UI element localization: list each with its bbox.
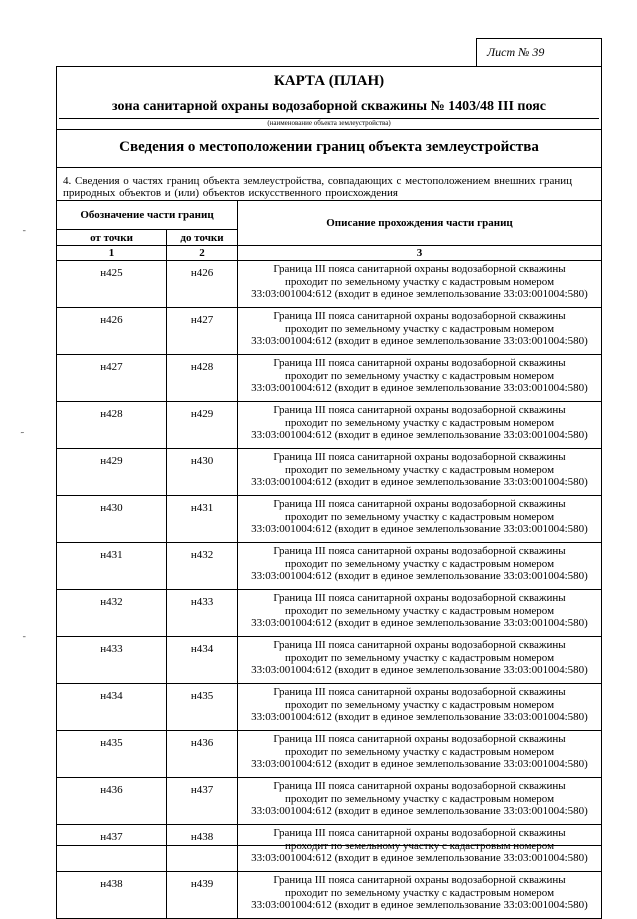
description-line: Граница III пояса санитарной охраны водозаборной скважины (273, 545, 566, 557)
to-point-cell: н434 (167, 637, 238, 684)
description-line: 33:03:001004:612 (входит в единое землепользование 33:03:001004:580) (251, 758, 588, 770)
to-point-cell: н428 (167, 355, 238, 402)
from-point-cell: н438 (57, 872, 167, 919)
description-line: Граница III пояса санитарной охраны водозаборной скважины (273, 310, 566, 322)
to-point-cell: н436 (167, 731, 238, 778)
description-cell (238, 308, 602, 355)
description-line: проходит по земельному участку с кадастровым номером (284, 886, 555, 899)
table-row (57, 402, 602, 449)
description-header: Описание прохождения части границ (238, 201, 602, 246)
description-cell (238, 449, 602, 496)
description-cell (238, 872, 602, 919)
description-line: Граница III пояса санитарной охраны водозаборной скважины (273, 357, 566, 369)
description-line: Граница III пояса санитарной охраны водозаборной скважины (273, 263, 566, 275)
from-point-cell: н425 (57, 261, 167, 308)
to-point-cell: н438 (167, 825, 238, 872)
to-point-header: до точки (167, 230, 238, 246)
to-point-cell: н431 (167, 496, 238, 543)
description-line: 33:03:001004:612 (входит в единое землепользование 33:03:001004:580) (251, 476, 588, 488)
table-row (57, 637, 602, 684)
table-row (57, 731, 602, 778)
description-line: Граница III пояса санитарной охраны водозаборной скважины (273, 686, 566, 698)
description-cell (238, 261, 602, 308)
to-point-cell: н430 (167, 449, 238, 496)
description-line: 33:03:001004:612 (входит в единое землепользование 33:03:001004:580) (251, 382, 588, 394)
description-line: проходит по земельному участку с кадастровым номером (284, 839, 555, 852)
to-point-cell: н429 (167, 402, 238, 449)
description-line: 33:03:001004:612 (входит в единое землепользование 33:03:001004:580) (251, 617, 588, 629)
description-line: 33:03:001004:612 (входит в единое землепользование 33:03:001004:580) (251, 570, 588, 582)
description-line: 33:03:001004:612 (входит в единое землепользование 33:03:001004:580) (251, 335, 588, 347)
description-line: Граница III пояса санитарной охраны водозаборной скважины (273, 592, 566, 604)
document-title: КАРТА (ПЛАН) (273, 73, 385, 89)
section-intro: 4. Сведения о частях границ объекта землеустройства, совпадающих с местоположением внешних границ природных объектов и (или) объектов искусственного происхождения (63, 175, 572, 199)
from-point-cell: н433 (57, 637, 167, 684)
from-point-cell: н431 (57, 543, 167, 590)
description-cell (238, 496, 602, 543)
section-divider (57, 167, 601, 168)
to-point-cell: н432 (167, 543, 238, 590)
column-number-3: 3 (238, 246, 602, 261)
from-point-cell: н426 (57, 308, 167, 355)
from-point-cell: н434 (57, 684, 167, 731)
description-line: проходит по земельному участку с кадастровым номером (284, 463, 555, 476)
to-point-cell: н435 (167, 684, 238, 731)
margin-mark: ˉ (22, 636, 27, 646)
from-point-cell: н435 (57, 731, 167, 778)
table-row (57, 543, 602, 590)
table-row (57, 590, 602, 637)
table-row (57, 496, 602, 543)
table-row (57, 308, 602, 355)
table-row (57, 355, 602, 402)
description-cell (238, 543, 602, 590)
table-row (57, 261, 602, 308)
description-line: 33:03:001004:612 (входит в единое землепользование 33:03:001004:580) (251, 288, 588, 300)
description-cell (238, 684, 602, 731)
from-point-cell: н428 (57, 402, 167, 449)
from-point-cell: н430 (57, 496, 167, 543)
object-name-caption: (наименование объекта землеустройства) (267, 119, 391, 127)
object-name: зона санитарной охраны водозаборной скважины № 1403/48 III пояс (112, 99, 546, 114)
from-point-header: от точки (57, 230, 167, 246)
to-point-cell: н433 (167, 590, 238, 637)
description-line: 33:03:001004:612 (входит в единое землепользование 33:03:001004:580) (251, 899, 588, 911)
description-line: Граница III пояса санитарной охраны водозаборной скважины (273, 780, 566, 792)
description-cell (238, 355, 602, 402)
description-line: проходит по земельному участку с кадастровым номером (284, 275, 555, 288)
description-line: Граница III пояса санитарной охраны водозаборной скважины (273, 639, 566, 651)
description-line: проходит по земельному участку с кадастровым номером (284, 557, 555, 570)
description-line: проходит по земельному участку с кадастровым номером (284, 651, 555, 664)
description-line: Граница III пояса санитарной охраны водозаборной скважины (273, 827, 566, 839)
description-line: 33:03:001004:612 (входит в единое землепользование 33:03:001004:580) (251, 523, 588, 535)
from-point-cell: н432 (57, 590, 167, 637)
description-line: проходит по земельному участку с кадастровым номером (284, 745, 555, 758)
description-line: 33:03:001004:612 (входит в единое землепользование 33:03:001004:580) (251, 429, 588, 441)
to-point-cell: н426 (167, 261, 238, 308)
to-point-cell: н437 (167, 778, 238, 825)
description-line: проходит по земельному участку с кадастровым номером (284, 322, 555, 335)
description-cell (238, 778, 602, 825)
to-point-cell: н439 (167, 872, 238, 919)
boundary-table (56, 200, 602, 919)
description-line: Граница III пояса санитарной охраны водозаборной скважины (273, 404, 566, 416)
description-line: 33:03:001004:612 (входит в единое землепользование 33:03:001004:580) (251, 711, 588, 723)
table-row (57, 684, 602, 731)
table-row (57, 872, 602, 919)
margin-mark: ˉ (22, 230, 27, 240)
description-cell (238, 402, 602, 449)
document-frame (56, 66, 602, 911)
description-cell (238, 731, 602, 778)
column-number-2: 2 (167, 246, 238, 261)
header-divider (57, 129, 601, 130)
description-line: Граница III пояса санитарной охраны водозаборной скважины (273, 733, 566, 745)
from-point-cell: н436 (57, 778, 167, 825)
column-number-1: 1 (57, 246, 167, 261)
description-line: Граница III пояса санитарной охраны водозаборной скважины (273, 874, 566, 886)
from-point-cell: н429 (57, 449, 167, 496)
table-row (57, 825, 602, 872)
margin-mark: ˜ (20, 432, 25, 442)
part-designation-header: Обозначение части границ (57, 201, 238, 230)
section-title: Сведения о местоположении границ объекта землеустройства (119, 139, 539, 155)
description-line: Граница III пояса санитарной охраны водозаборной скважины (273, 451, 566, 463)
description-line: проходит по земельному участку с кадастровым номером (284, 416, 555, 429)
description-cell (238, 825, 602, 872)
from-point-cell: н437 (57, 825, 167, 872)
description-line: проходит по земельному участку с кадастровым номером (284, 604, 555, 617)
description-cell (238, 590, 602, 637)
to-point-cell: н427 (167, 308, 238, 355)
description-line: проходит по земельному участку с кадастровым номером (284, 369, 555, 382)
table-row (57, 778, 602, 825)
sheet-number: Лист № 39 (476, 38, 602, 66)
from-point-cell: н427 (57, 355, 167, 402)
description-line: проходит по земельному участку с кадастровым номером (284, 792, 555, 805)
description-line: 33:03:001004:612 (входит в единое землепользование 33:03:001004:580) (251, 805, 588, 817)
description-line: Граница III пояса санитарной охраны водозаборной скважины (273, 498, 566, 510)
table-row (57, 449, 602, 496)
description-line: 33:03:001004:612 (входит в единое землепользование 33:03:001004:580) (251, 852, 588, 864)
description-line: 33:03:001004:612 (входит в единое землепользование 33:03:001004:580) (251, 664, 588, 676)
description-line: проходит по земельному участку с кадастровым номером (284, 698, 555, 711)
description-cell (238, 637, 602, 684)
description-line: проходит по земельному участку с кадастровым номером (284, 510, 555, 523)
